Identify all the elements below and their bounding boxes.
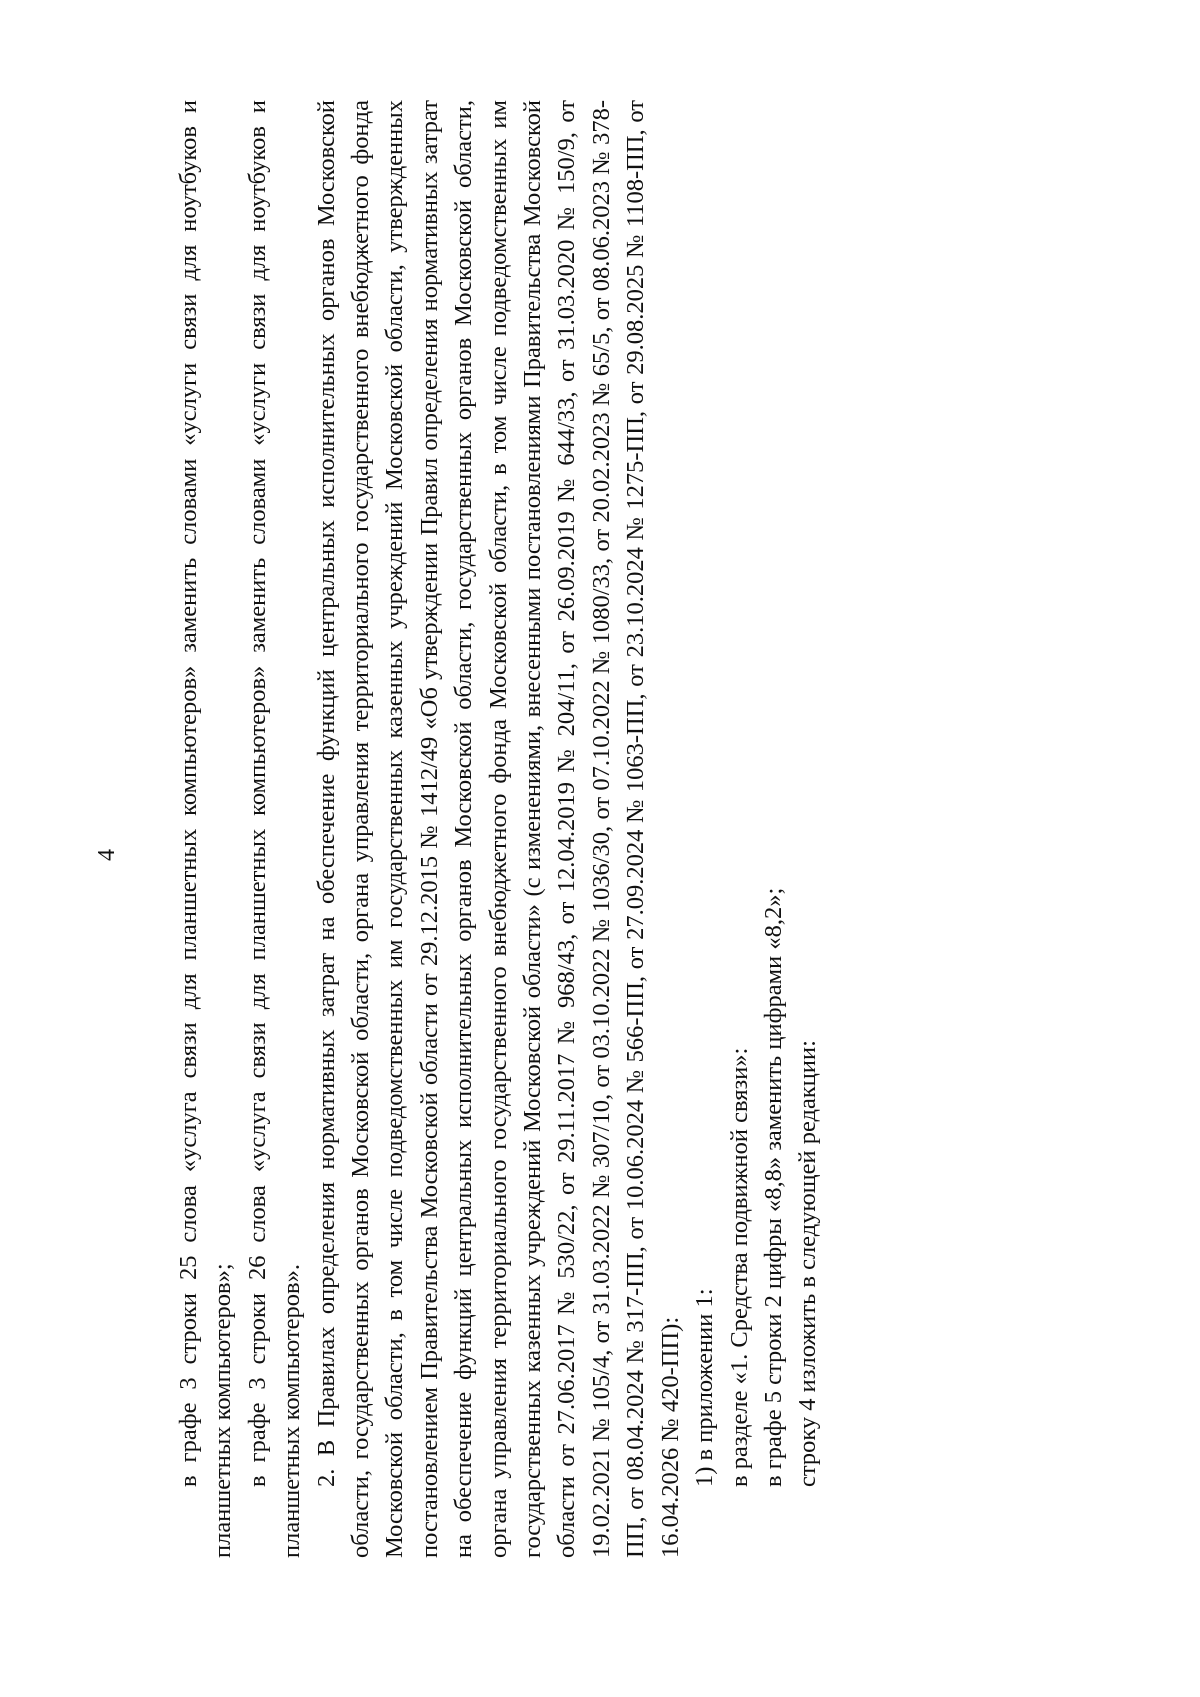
list-line-appendix-1: 1) в приложении 1: [691,1288,719,1487]
page-number: 4 [94,849,120,861]
list-line-section-1: в разделе «1. Средства подвижной связи»: [725,1047,753,1487]
document-body [172,100,826,1558]
paragraph-row-25: в графе 3 строки 25 слова «услуга связи для планшетных компьютеров» заменить словами «услуги связи для ноутбуков и планшетных компьютеров»; [175,100,237,1558]
paragraph-row-26: в графе 3 строки 26 слова «услуга связи для планшетных компьютеров» заменить словами «услуги связи для ноутбуков и планшетных компьютеров». [243,100,306,1558]
paragraph-item-2: 2. В Правилах определения нормативных затрат на обеспечение функций центральных исполнительных органов Московской области, государственных органов Московской области, органа управления территориального государственного внебюджетного фонда Московской области, в том числе подведомственных им государственных казенных учреждений Московской области, утвержденных постановлением Правительства Московской области от 29.12.2015 № 1412/49 «Об утверждении Правил определения нормативных затрат на обеспечение функций центральных исполнительных органов Московской области, государственных органов Московской области, органа управления территориального государственного внебюджетного фонда Московской области, в том числе подведомственных им государственных казенных учреждений Московской области» (с изменениями, внесенными постановлениями Правительства Московской области от 27.06.2017 № 530/22, от 29.11.2017 № 968/43, от 12.04.2019 № 204/11, от 26.09.2019 № 644/33, от 31.03.2020 № 150/9, от 19.02.2021 № 105/4, от 31.03.2022 № 307/10, от 03.10.2022 № 1036/30, от 07.10.2022 № 1080/33, от 20.02.2023 № 65/5, от 08.06.2023 № 378-ПП, от 08.04.2024 № 317-ПП, от 10.06.2024 № 566-ПП, от 27.09.2024 № 1063-ПП, от 23.10.2024 № 1275-ПП, от 29.08.2025 № 1108-ПП, от 16.04.2026 № 420-ПП): [312,100,684,1558]
list-line-row-4: строку 4 изложить в следующей редакции: [794,1040,822,1487]
list-line-column-5: в графе 5 строки 2 цифры «8,8» заменить цифрами «8,2»; [759,887,787,1487]
